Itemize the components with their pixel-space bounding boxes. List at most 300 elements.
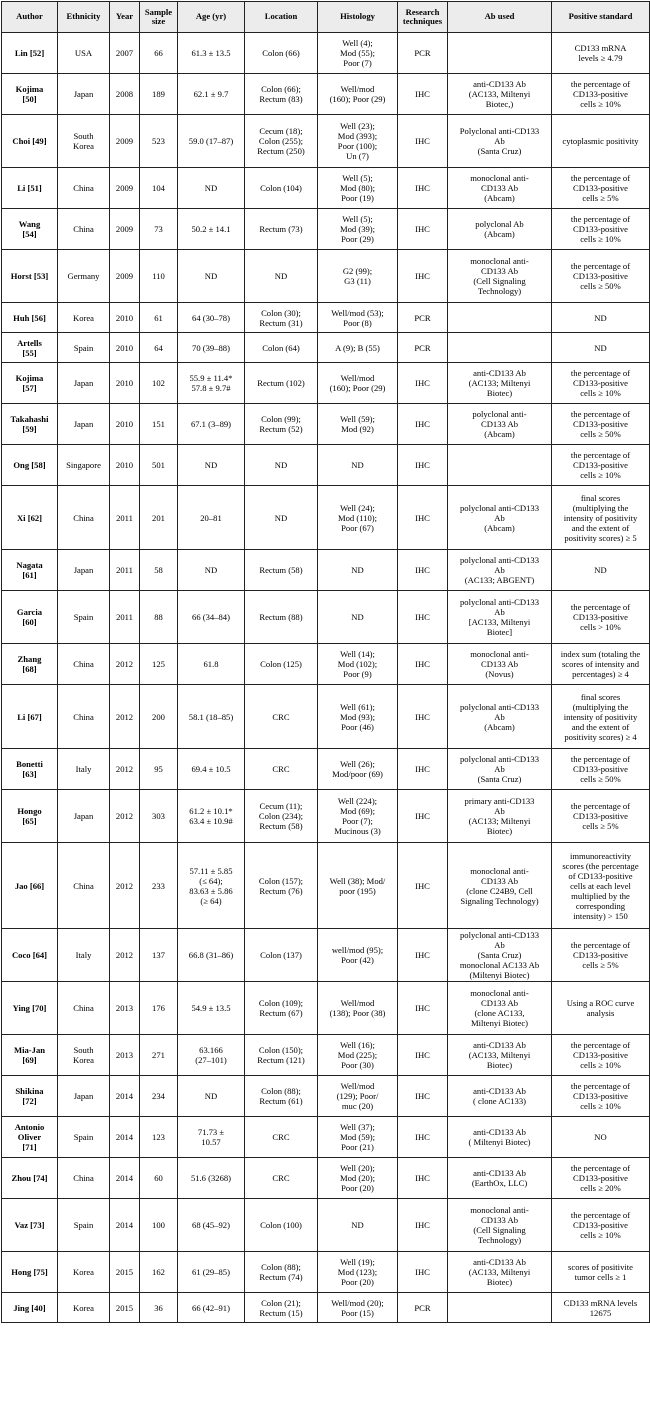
cell-line: Colon (100) [260,1220,302,1230]
cell-ab-used [448,74,552,115]
cell-line: 66 (42–91) [192,1302,230,1313]
cell-line: immunoreactivity [569,850,632,861]
cell-line: CD133-positive [573,1050,628,1060]
cell-research-techniques: IHC [398,115,448,168]
cell-age [178,1076,245,1117]
header-row [2,2,650,33]
cell-line: ND [204,460,218,470]
cell-positive-standard [552,115,650,168]
cell-author [2,1199,58,1252]
cell-line: the percentage of [570,1163,631,1173]
cell-line: Korea [73,1055,94,1065]
cell-line: CRC [272,1132,290,1142]
cell-line: 62.1 ± 9.7 [193,89,229,99]
cell-line: Mod/poor (69) [332,769,383,779]
cell-line: CD133 Ab [480,1215,518,1225]
cell-line: Li [67] [17,711,42,722]
cell-histology [318,591,398,644]
cell-line: Cecum (18); [259,126,303,136]
cell-research-techniques: PCR [398,333,448,363]
cell-positive-standard [552,929,650,982]
cell-line: (Abcam) [484,721,515,732]
cell-ab-used [448,209,552,250]
cell-line: Italy [75,764,92,774]
cell-line: 51.6 (3268) [190,1173,232,1183]
table-row [2,404,650,445]
cell-histology [318,33,398,74]
cell-line: anti-CD133 Ab [473,1257,526,1267]
cell-age [178,363,245,404]
cell-location [245,209,318,250]
cell-line: CD133-positive [573,1091,628,1101]
cell-line: Biotec) [486,1060,513,1070]
cell-line: Mod (69); [339,806,376,816]
cell-line: the percentage of [570,1081,631,1091]
cell-location [245,685,318,749]
cell-line: cytoplasmic positivity [562,136,639,146]
cell-age [178,333,245,363]
cell-histology [318,250,398,303]
cell-positive-standard [552,363,650,404]
cell-line: cells ≥ 10% [580,1060,621,1070]
cell-year: 2012 [110,644,140,685]
table-row [2,33,650,74]
cell-line: Mod (102); [337,659,378,669]
header-author: Author [2,2,58,33]
cell-location [245,982,318,1035]
cell-ab-used [448,168,552,209]
table-container [1,1,649,1323]
cell-line: China [73,224,94,234]
cell-ethnicity [58,1117,110,1158]
cell-year: 2012 [110,843,140,929]
cell-ethnicity [58,250,110,303]
cell-line: (Santa Cruz) [477,146,522,156]
cell-line: poor (195) [339,885,376,896]
cell-line: CD133-positive [573,811,628,821]
cell-ab-used [448,644,552,685]
cell-location [245,644,318,685]
cell-line: Well/mod [340,1081,375,1091]
cell-age [178,115,245,168]
cell-year: 2010 [110,303,140,333]
cell-histology [318,929,398,982]
cell-line: Un (7) [346,151,369,161]
cell-line: multiplied by the [571,890,630,901]
cell-ethnicity [58,115,110,168]
cell-positive-standard [552,1117,650,1158]
cell-line: [69] [22,1055,37,1065]
cell-line: the percentage of [570,79,631,89]
cell-research-techniques: IHC [398,250,448,303]
cell-age [178,445,245,486]
cell-line: cells ≥ 50% [580,429,621,439]
cell-line: CRC [272,1173,290,1183]
cell-sample-size: 303 [140,790,178,843]
cell-line: China [73,512,94,523]
cell-line: of CD133-positive [568,870,633,881]
cell-line: the percentage of [570,1040,631,1050]
cell-positive-standard [552,33,650,74]
cell-line: Rectum (83) [259,94,303,104]
cell-line: Cecum (11); [259,801,303,811]
cell-line: polyclonal anti-CD133 [459,502,539,513]
cell-ab-used [448,982,552,1035]
cell-line: Korea [73,141,94,151]
cell-line: polyclonal anti-CD133 [459,754,539,764]
cell-histology [318,982,398,1035]
cell-line: [55] [22,347,37,358]
cell-line: Japan [73,89,94,99]
cell-author [2,404,58,445]
cell-ethnicity [58,363,110,404]
cell-line: Garcia [16,607,43,617]
cell-location [245,749,318,790]
table-row [2,749,650,790]
cell-line: Colon (99); [261,414,301,424]
cell-histology [318,550,398,591]
cell-author [2,843,58,929]
cell-ethnicity [58,333,110,363]
cell-sample-size: 189 [140,74,178,115]
cell-line: Colon (21); [261,1297,301,1308]
cell-line: Poor (20) [341,1277,374,1287]
cell-line: Poor (19) [341,193,374,203]
cell-line: the percentage of [570,940,631,950]
cell-line: Mod (123); [337,1267,378,1277]
cell-ab-used [448,486,552,550]
cell-age [178,790,245,843]
cell-line: (Abcam) [484,429,515,439]
cell-research-techniques: IHC [398,1035,448,1076]
cell-research-techniques: IHC [398,929,448,982]
cell-line: 61.2 ± 10.1* [189,806,233,816]
cell-line: Biotec) [486,826,513,836]
cell-line: Signaling Technology) [460,895,539,906]
cell-line: 66.8 (31–86) [188,950,234,960]
cell-line: (≥ 64) [200,895,222,906]
cell-line: Japan [73,419,94,429]
cell-line: Miltenyi Biotec) [470,1018,529,1028]
cell-author [2,1035,58,1076]
cell-line: and the extent of [571,721,630,732]
cell-line: Jing [40] [13,1302,46,1313]
table-row [2,644,650,685]
cell-line: [54] [22,229,37,239]
cell-ethnicity [58,303,110,333]
header-age: Age (yr) [178,2,245,33]
cell-age [178,74,245,115]
cell-line: CD133-positive [573,950,628,960]
cell-ethnicity [58,1199,110,1252]
cell-age [178,1117,245,1158]
cell-line: cells ≥ 20% [580,1183,621,1193]
cell-line: Mia-Jan [13,1045,46,1055]
cell-age [178,749,245,790]
cell-histology [318,1158,398,1199]
cell-line: Well/mod [340,84,375,94]
cell-line: Rectum (58) [259,821,303,831]
cell-line: CD133-positive [573,271,628,281]
cell-line: [72] [22,1096,37,1106]
cell-histology [318,1252,398,1293]
cell-line: Ying [70] [12,1003,47,1013]
cell-sample-size: 60 [140,1158,178,1199]
cell-line: CRC [272,764,290,774]
cell-line: (Santa Cruz) [477,774,522,784]
cell-line: Rectum (52) [259,424,303,434]
cell-year: 2014 [110,1117,140,1158]
cell-line: Well (38); Mod/ [329,875,386,886]
cell-line: 83.63 ± 5.86 [189,885,233,896]
cell-line: Takahashi [10,414,49,424]
cell-research-techniques: IHC [398,982,448,1035]
cell-sample-size: 271 [140,1035,178,1076]
cell-line: Korea [73,1267,94,1277]
cell-line: [AC133, Miltenyi [468,617,531,627]
table-row [2,982,650,1035]
cell-line: Poor (9) [343,669,372,679]
cell-line: (Miltenyi Biotec) [469,970,530,980]
cell-line: cells ≥ 10% [580,470,621,480]
cell-line: 10.57 [201,1137,221,1147]
cell-line: Colon (150); [258,1045,304,1055]
cell-line: CD133 Ab [480,659,518,669]
cell-positive-standard [552,550,650,591]
cell-author [2,209,58,250]
cell-line: cells ≥ 10% [580,234,621,244]
cell-line: 59.0 (17–87) [188,136,234,146]
cell-histology [318,74,398,115]
cell-line: Technology) [477,286,522,296]
table-row [2,250,650,303]
header-ethnicity: Ethnicity [58,2,110,33]
cell-histology [318,303,398,333]
cell-line: Li [51] [17,183,42,193]
header-sample-size: Sample size [140,2,178,33]
cell-line: cells ≥ 50% [580,774,621,784]
cell-line: polyclonal anti-CD133 [459,930,539,940]
cell-line: (Cell Signaling [473,276,526,286]
cell-line: ND [594,342,607,353]
table-row [2,445,650,486]
table-row [2,333,650,363]
cell-positive-standard [552,333,650,363]
cell-sample-size: 95 [140,749,178,790]
cell-line: CD133 Ab [480,419,518,429]
cell-line: (AC133, Miltenyi [468,89,531,99]
cell-line: China [73,1173,94,1183]
cell-sample-size: 61 [140,303,178,333]
cell-research-techniques: IHC [398,1076,448,1117]
cell-line: [63] [22,769,37,779]
cell-line: Kojima [15,373,44,383]
table-row [2,550,650,591]
cell-line: primary anti-CD133 [464,796,535,806]
cell-line: Colon (88); [261,1086,301,1096]
cell-positive-standard [552,1293,650,1323]
cell-ethnicity [58,685,110,749]
cell-positive-standard [552,591,650,644]
cell-ab-used [448,929,552,982]
cell-research-techniques: IHC [398,1199,448,1252]
cell-ab-used [448,1158,552,1199]
cell-ab-used [448,1199,552,1252]
cell-line: Hong [75] [11,1267,48,1277]
cell-line: cells ≥ 5% [582,821,619,831]
cell-line: Rectum (61) [259,1096,303,1106]
table-row [2,1117,650,1158]
cell-location [245,115,318,168]
cell-sample-size: 88 [140,591,178,644]
cell-year: 2015 [110,1293,140,1323]
cell-age [178,209,245,250]
cell-line: CD133-positive [573,1220,628,1230]
cell-line: Rectum (74) [259,1272,303,1282]
cell-year: 2014 [110,1158,140,1199]
cell-positive-standard [552,1199,650,1252]
cell-sample-size: 162 [140,1252,178,1293]
cell-line: [65] [22,816,37,826]
cell-positive-standard [552,209,650,250]
cell-research-techniques: IHC [398,486,448,550]
cell-histology [318,209,398,250]
cell-age [178,404,245,445]
cell-ab-used [448,363,552,404]
cell-line: Lin [52] [14,48,45,58]
cell-line: CD133-positive [573,460,628,470]
cell-line: Wang [18,219,41,229]
cell-line: Ab [494,565,505,575]
cell-line: Well (61); [340,701,375,712]
cell-line: CD133-positive [573,764,628,774]
cell-line: Colon (125) [260,659,302,669]
cell-histology [318,115,398,168]
cell-line: monoclonal anti- [470,1205,529,1215]
cell-line: (clone C24B9, Cell [466,885,533,896]
cell-positive-standard [552,982,650,1035]
header-ab-used: Ab used [448,2,552,33]
table-row [2,1158,650,1199]
cell-sample-size: 523 [140,115,178,168]
cell-line: Coco [64] [11,950,48,960]
cell-research-techniques: IHC [398,1117,448,1158]
cell-line: Poor (7) [343,58,372,68]
cell-histology [318,790,398,843]
cell-line: CD133 Ab [480,875,518,886]
cell-line: Colon (66); [261,84,301,94]
cell-line: well/mod (95); [331,945,384,955]
table-row [2,790,650,843]
cell-positive-standard [552,843,650,929]
cell-positive-standard [552,790,650,843]
cell-line: Japan [73,811,94,821]
cell-histology [318,333,398,363]
cell-sample-size: 201 [140,486,178,550]
cell-ab-used [448,303,552,333]
cell-line: Well (5); [342,173,373,183]
cell-line: (AC133; ABGENT) [464,575,535,585]
cell-line: China [73,659,94,669]
cell-line: polyclonal anti-CD133 [459,597,539,607]
cell-line: 66 (34–84) [192,612,230,622]
cell-research-techniques: IHC [398,790,448,843]
cell-author [2,1117,58,1158]
cell-line: ND [351,460,364,470]
cell-line: Zhang [17,654,42,664]
cell-line: monoclonal AC133 Ab [459,960,540,970]
cell-line: Japan [73,1091,94,1101]
cell-line: China [73,1003,94,1013]
cell-location [245,843,318,929]
cell-research-techniques: PCR [398,303,448,333]
cell-author [2,363,58,404]
cell-ethnicity [58,168,110,209]
cell-year: 2010 [110,404,140,445]
cell-line: [68] [22,664,37,674]
cell-line: the percentage of [570,1210,631,1220]
cell-age [178,486,245,550]
cell-histology [318,445,398,486]
cell-line: Xi [62] [16,512,43,523]
table-row [2,1035,650,1076]
cell-ab-used [448,843,552,929]
cell-sample-size: 233 [140,843,178,929]
cell-line: Poor (7); [342,816,373,826]
cell-line: analysis [586,1008,615,1018]
cell-line: Hongo [17,806,42,816]
cell-year: 2014 [110,1199,140,1252]
cell-location [245,303,318,333]
cell-histology [318,1117,398,1158]
cell-line: (EarthOx, LLC) [471,1178,528,1188]
cell-research-techniques: IHC [398,644,448,685]
cell-author [2,74,58,115]
cell-line: Mod (39); [339,224,376,234]
cell-positive-standard [552,74,650,115]
cell-line: intensity of positivity [563,512,638,523]
cell-line: Oliver [17,1132,42,1142]
cell-sample-size: 102 [140,363,178,404]
cell-line: Huh [56] [13,312,46,323]
cell-line: monoclonal anti- [470,173,529,183]
cell-line: South [73,131,94,141]
cell-line: China [73,711,94,722]
cell-author [2,790,58,843]
cell-line: CD133-positive [573,612,628,622]
cell-author [2,486,58,550]
cell-line: Rectum (76) [259,885,303,896]
cell-line: Well/mod [340,998,375,1008]
cell-line: the percentage of [570,450,631,460]
cell-line: 61.8 [203,659,219,669]
cell-line: 71.73 ± [197,1127,225,1137]
cell-line: positivity scores) ≥ 4 [564,731,637,742]
cell-author [2,982,58,1035]
cell-histology [318,644,398,685]
cell-line: the percentage of [570,754,631,764]
cell-histology [318,749,398,790]
cell-author [2,685,58,749]
cell-author [2,1252,58,1293]
cell-line: percentages) ≥ 4 [572,669,629,679]
cell-line: monoclonal anti- [470,649,529,659]
cell-line: Ab [494,711,505,722]
cell-line: (≤ 64); [199,875,223,886]
cell-author [2,115,58,168]
cell-ab-used [448,1076,552,1117]
cell-line: Well (23); [340,121,375,131]
